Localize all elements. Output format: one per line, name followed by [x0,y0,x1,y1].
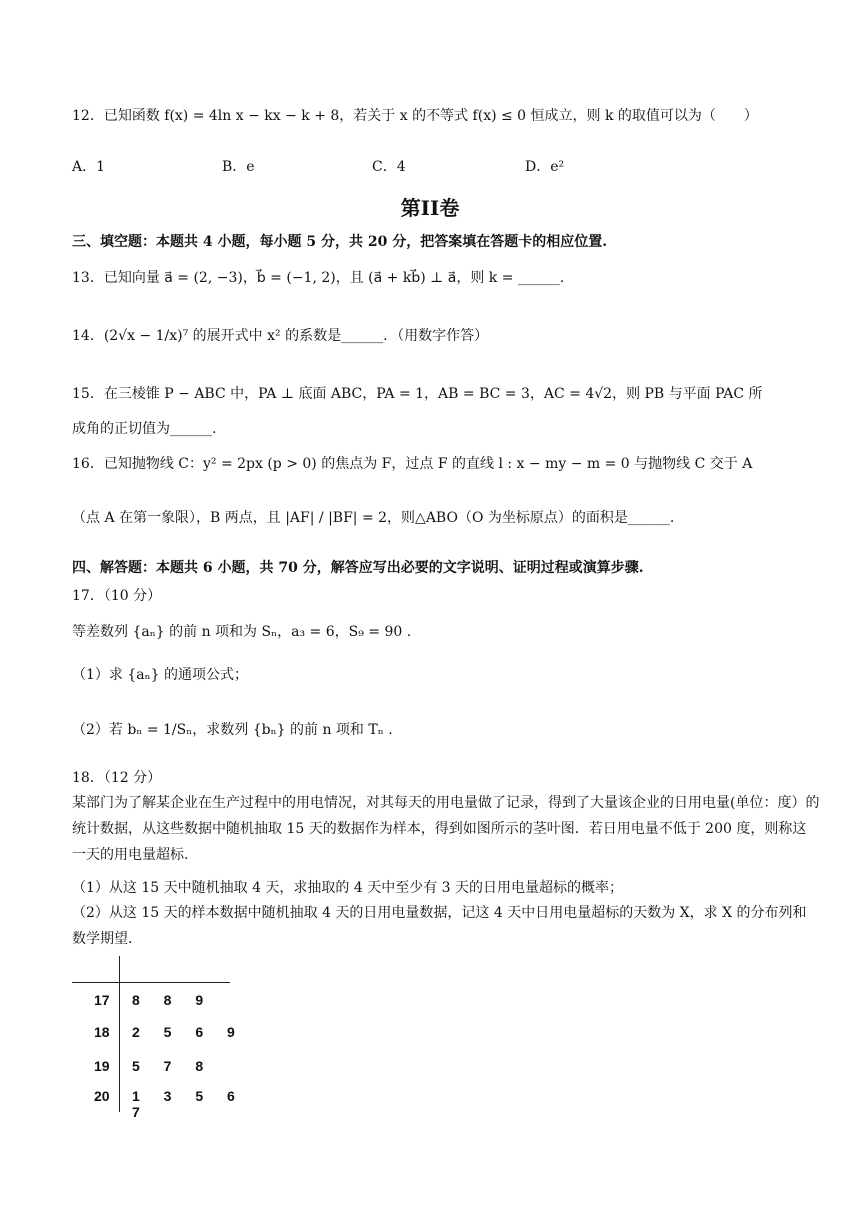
stem-row [72,1058,252,1078]
stem-row [72,1088,252,1120]
question-15-line1: 15．在三棱锥 P − ABC 中，PA ⊥ 底面 ABC，PA = 1，AB = BC = 3，AC = 4√2，则 PB 与平面 PAC 所 [72,386,763,402]
stem-value: 20 [94,1088,110,1104]
part3-heading: 三、填空题：本题共 4 小题，每小题 5 分，共 20 分，把答案填在答题卡的相应位置. [72,234,608,250]
question-18-body: 某部门为了解某企业在生产过程中的用电情况，对其每天的用电量做了记录，得到了大量该企业的日用电量(单位：度）的统计数据，从这些数据中随机抽取 15 天的数据作为样本，得到如图所示的茎叶图．若日用电量不低于 200 度，则称这一天的用电量超标. [72,795,820,863]
leaf-values: 2 5 6 9 [132,1024,245,1040]
question-14: 14．(2√x − 1/x)⁷ 的展开式中 x² 的系数是______．（用数字作答） [72,328,489,344]
question-17-stem: 等差数列 {aₙ} 的前 n 项和为 Sₙ，a₃ = 6，S₉ = 90 . [72,624,412,640]
stem-value: 17 [94,992,110,1008]
stem-value: 19 [94,1058,110,1074]
stem-row [72,992,252,1012]
question-17-score: 17．（10 分） [72,588,162,604]
stem-value: 18 [94,1024,110,1040]
option-d: D．e² [525,159,565,175]
question-15-line2: 成角的正切值为______. [72,421,217,437]
question-17-part2: （2）若 bₙ = 1/Sₙ，求数列 {bₙ} 的前 n 项和 Tₙ . [72,722,393,738]
question-18-part2: （2）从这 15 天的样本数据中随机抽取 4 天的日用电量数据，记这 4 天中日用电量超标的天数为 X，求 X 的分布列和数学期望. [72,905,807,947]
stem-row [72,1024,252,1044]
option-b: B．e [222,159,255,175]
question-18-score: 18．（12 分） [72,770,162,786]
stem-leaf-plot [72,956,252,1120]
leaf-values: 5 7 8 [132,1058,214,1074]
section-title: 第II卷 [400,196,460,220]
question-13: 13．已知向量 a⃗ = (2, −3)，b⃗ = (−1, 2)，且 (a⃗ + kb⃗) ⊥ a⃗，则 k = ______. [72,270,565,286]
question-12-options [72,156,792,178]
question-17-part1: （1）求 {aₙ} 的通项公式； [72,667,249,683]
stem-divider-horizontal [72,982,230,983]
part4-heading: 四、解答题：本题共 6 小题，共 70 分，解答应写出必要的文字说明、证明过程或演算步骤. [72,560,644,576]
question-16-line2: （点 A 在第一象限），B 两点，且 |AF| / |BF| = 2，则△ABO（O 为坐标原点）的面积是______. [72,510,675,526]
leaf-values: 8 8 9 [132,992,214,1008]
option-c: C．4 [372,159,406,175]
leaf-values: 1 3 5 6 7 [132,1088,245,1120]
question-18-part1: （1）从这 15 天中随机抽取 4 天，求抽取的 4 天中至少有 3 天的日用电量超标的概率； [72,880,624,896]
question-16-line1: 16．已知抛物线 C：y² = 2px (p > 0) 的焦点为 F，过点 F 的直线 l : x − my − m = 0 与抛物线 C 交于 A [72,456,753,472]
option-a: A．1 [72,159,106,175]
question-12: 12．已知函数 f(x) = 4ln x − kx − k + 8，若关于 x 的不等式 f(x) ≤ 0 恒成立，则 k 的取值可以为（ ） [72,108,758,124]
